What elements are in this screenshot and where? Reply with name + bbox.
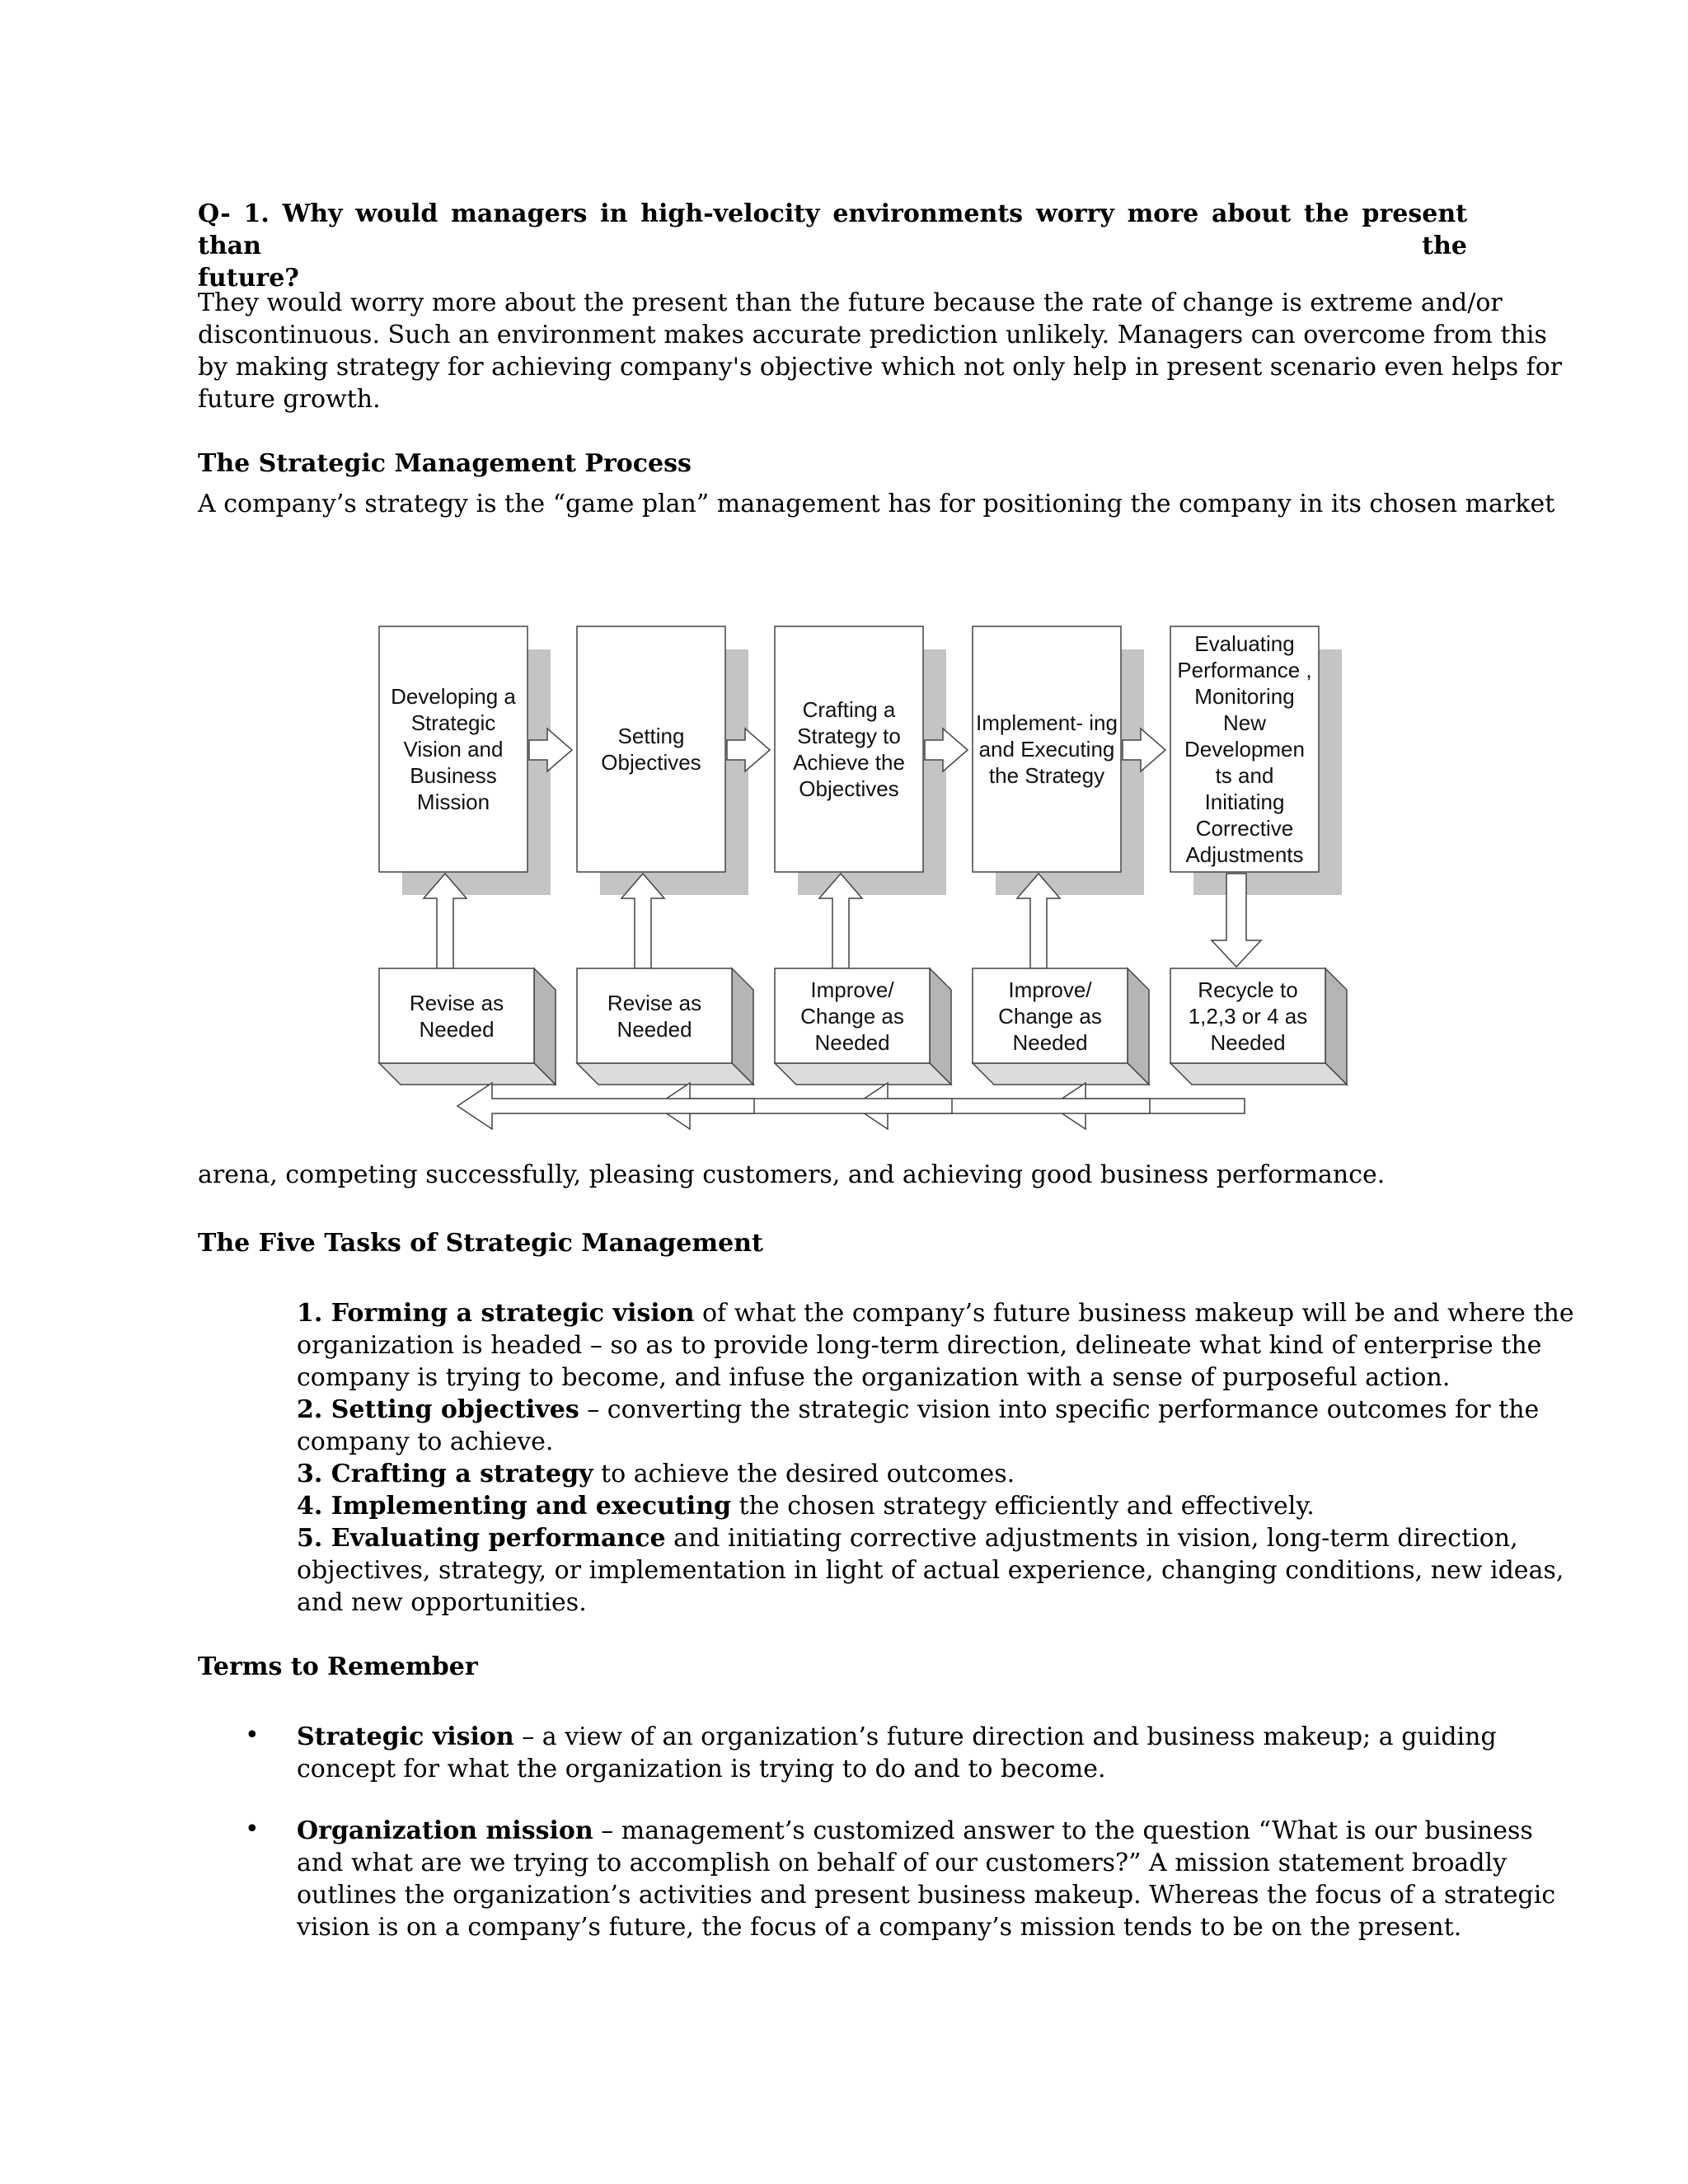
task-2-text: – converting the strategic vision into specific performance outcomes for the xyxy=(579,1395,1540,1424)
term-2-line-3: outlines the organization’s activities and present business makeup. Whereas the focus of a strategic xyxy=(297,1881,1556,1910)
term-2-text: – management’s customized answer to the question “What is our business xyxy=(593,1816,1533,1845)
task-2-title: 2. Setting objectives xyxy=(297,1395,579,1424)
task-3-text: to achieve the desired outcomes. xyxy=(593,1460,1015,1488)
task-1-line-3: company is trying to become, and infuse the organization with a sense of purposeful action. xyxy=(297,1363,1451,1392)
question-line-2: future? xyxy=(198,264,299,293)
block-bottom xyxy=(379,1063,556,1085)
task-4-title: 4. Implementing and executing xyxy=(297,1492,731,1521)
block-bottom xyxy=(1170,1063,1347,1085)
step-box-label: Setting Objectives xyxy=(601,724,701,775)
step-box-label: Implement- ing and Executing the Strategy xyxy=(976,710,1118,788)
task-5-title: 5. Evaluating performance xyxy=(297,1524,666,1553)
task-4 xyxy=(297,1490,1467,1522)
answer-line: future growth. xyxy=(198,385,381,414)
section-heading-terms: Terms to Remember xyxy=(198,1652,478,1681)
answer-paragraph xyxy=(198,287,1563,415)
term-organization-mission xyxy=(297,1815,1556,1943)
task-5-text: and initiating corrective adjustments in vision, long-term direction, xyxy=(665,1524,1518,1553)
task-3-title: 3. Crafting a strategy xyxy=(297,1460,593,1488)
answer-line: by making strategy for achieving company's objective which not only help in present scenario even helps for xyxy=(198,353,1563,382)
step-box-label: Crafting a Strategy to Achieve the Objectives xyxy=(793,697,905,801)
process-continuation xyxy=(198,1159,1467,1191)
block-bottom xyxy=(577,1063,753,1085)
task-1-title: 1. Forming a strategic vision xyxy=(297,1299,695,1328)
task-2-line-2: company to achieve. xyxy=(297,1427,554,1456)
term-1-line-2: concept for what the organization is trying to do and to become. xyxy=(297,1755,1106,1783)
strategic-process-diagram xyxy=(363,610,1385,1154)
action-box-label: Improve/ Change as Needed xyxy=(800,977,904,1055)
task-5-line-2: objectives, strategy, or implementation in light of actual experience, changing conditions, new ideas, xyxy=(297,1556,1564,1585)
answer-line: They would worry more about the present than the future because the rate of change is extreme and/or xyxy=(198,288,1503,317)
section-heading-tasks: The Five Tasks of Strategic Management xyxy=(198,1229,763,1258)
task-1-line-2: organization is headed – so as to provide long-term direction, delineate what kind of enterprise the xyxy=(297,1331,1542,1360)
process-continuation-line: arena, competing successfully, pleasing customers, and achieving good business performance. xyxy=(198,1160,1386,1189)
task-list xyxy=(297,1297,1574,1619)
block-bottom xyxy=(973,1063,1149,1085)
term-2-title: Organization mission xyxy=(297,1816,593,1845)
step-box-label: Developing a Strategic Vision and Business Mission xyxy=(391,684,516,814)
task-4-text: the chosen strategy efficiently and effectively. xyxy=(730,1492,1315,1521)
task-1-text: of what the company’s future business makeup will be and where the xyxy=(694,1299,1574,1328)
action-box-label: Recycle to 1,2,3 or 4 as Needed xyxy=(1188,977,1308,1055)
task-3 xyxy=(297,1458,1467,1490)
bullet-icon: • xyxy=(245,1815,260,1844)
term-1-line-1 xyxy=(297,1721,1497,1753)
section-heading-process: The Strategic Management Process xyxy=(198,449,692,478)
term-1-title: Strategic vision xyxy=(297,1722,514,1751)
task-5 xyxy=(297,1522,1518,1554)
term-2-line-2: and what are we trying to accomplish on behalf of our customers?” A mission statement broadly xyxy=(297,1849,1507,1877)
question-heading xyxy=(198,198,1467,294)
block-bottom xyxy=(775,1063,951,1085)
term-1-text: – a view of an organization’s future direction and business makeup; a guiding xyxy=(513,1722,1497,1751)
question-line-1: Q- 1. Why would managers in high-velocity environments worry more about the present than the xyxy=(198,199,1467,260)
action-box-label: Improve/ Change as Needed xyxy=(998,977,1102,1055)
term-2-line-1 xyxy=(297,1815,1533,1847)
process-intro xyxy=(198,488,1555,520)
process-intro-line: A company’s strategy is the “game plan” management has for positioning the company in its chosen market xyxy=(198,490,1555,518)
bullet-icon: • xyxy=(245,1721,260,1750)
term-2-line-4: vision is on a company’s future, the focus of a company’s mission tends to be on the present. xyxy=(297,1913,1462,1942)
task-2 xyxy=(297,1394,1540,1426)
left-arrow xyxy=(457,1083,754,1129)
task-5-line-3: and new opportunities. xyxy=(297,1588,587,1617)
term-strategic-vision xyxy=(297,1721,1497,1785)
action-box-label: Revise as Needed xyxy=(607,990,702,1042)
task-1 xyxy=(297,1297,1574,1329)
answer-line: discontinuous. Such an environment makes accurate prediction unlikely. Managers can overcome from this xyxy=(198,321,1547,349)
step-box-label: Evaluating Performance , Monitoring New Developmen ts and Initiating Corrective Adjustments xyxy=(1177,631,1312,867)
action-box-label: Revise as Needed xyxy=(409,990,504,1042)
